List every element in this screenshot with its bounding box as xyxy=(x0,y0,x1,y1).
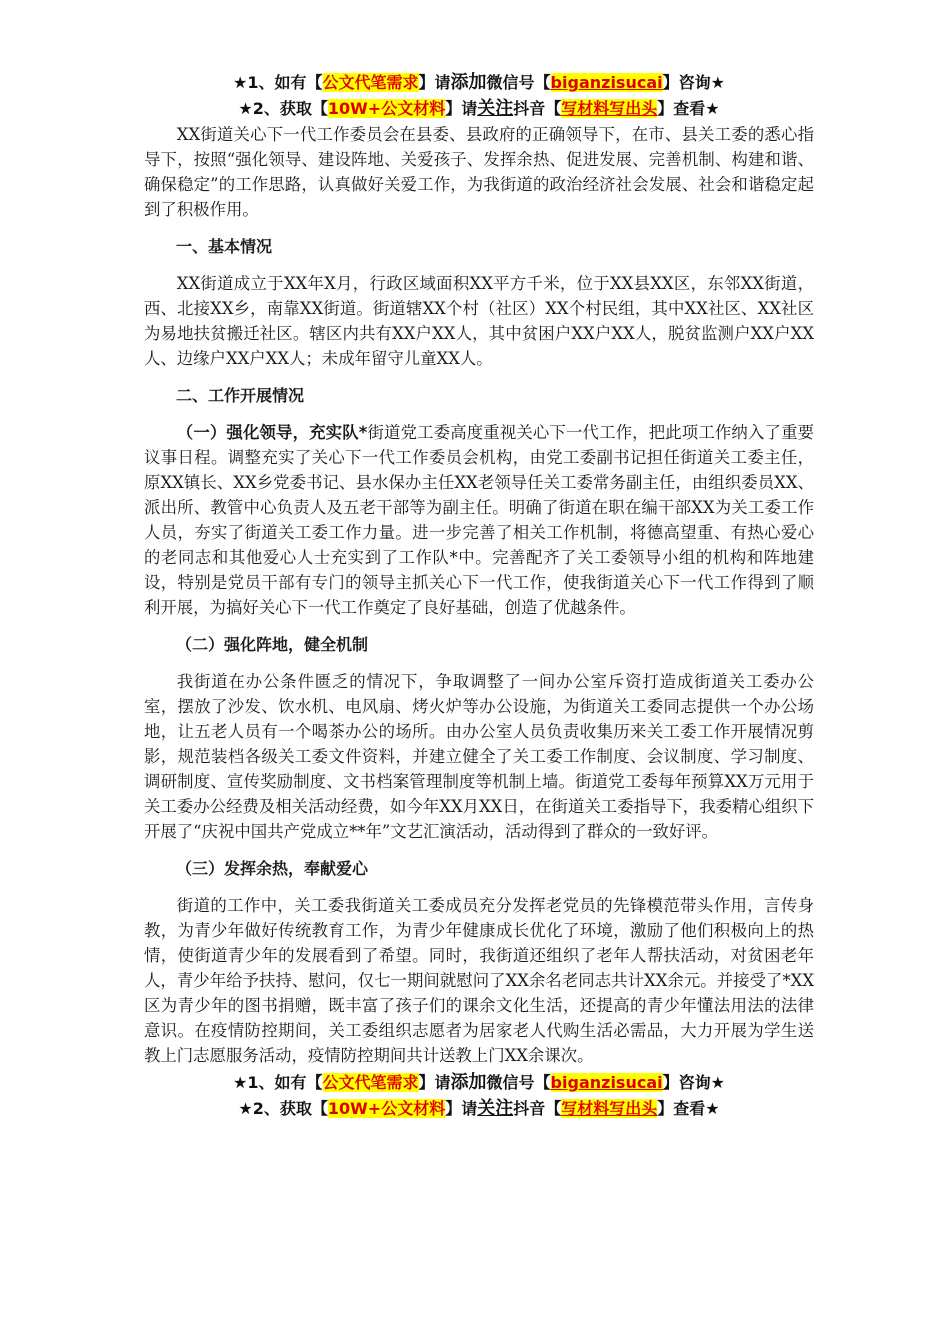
promo-text: 微信号【 xyxy=(486,1073,551,1092)
promo-text: ★1、如有【 xyxy=(233,1073,323,1092)
promo-text: 】请 xyxy=(418,73,451,92)
sub1-body: 街道党工委高度重视关心下一代工作，把此项工作纳入了重要议事日程。调整充实了关心下一代工作委员会机构，由党工委副书记担任街道关工委主任，原XX镇长、XX乡党委书记、县水保办主任XX老领导任关工委常务副主任，由组织委员XX、派出所、教管中心负责人及五老干部等为副主任。明确了街道在职在编干部XX为关工委工作人员，夯实了街道关工委工作力量。进一步完善了相关工作机制，将德高望重、有热心爱心的老同志和其他爱心人士充实到了工作队*中。完善配齐了关工委领导小组的机构和阵地建设，特别是党员干部有专门的领导主抓关心下一代工作，使我街道关心下一代工作得到了顺利开展，为搞好关心下一代工作奠定了良好基础，创造了优越条件。 xyxy=(144,423,814,617)
promo-highlight: 10W+公文材料 xyxy=(327,1099,446,1118)
promo-line-1 xyxy=(144,1070,814,1096)
wechat-id-link[interactable]: biganzisucai xyxy=(550,73,663,92)
intro-paragraph: XX街道关心下一代工作委员会在县委、县政府的正确领导下，在市、县关工委的悉心指导下，按照“强化领导、建设阵地、关爱孩子、发挥余热、促进发展、完善机制、构建和谐、确保稳定”的工作思路，认真做好关爱工作，为我街道的政治经济社会发展、社会和谐稳定起到了积极作用。 xyxy=(144,125,814,219)
sub3-paragraph: 街道的工作中，关工委我街道关工委成员充分发挥老党员的先锋模范带头作用，言传身教，为青少年做好传统教育工作，为青少年健康成长优化了环境，激励了他们积极向上的热情，使街道青少年的发展看到了希望。同时，我街道还组织了老年人帮扶活动，对贫困老年人，青少年给予扶持、慰问，仅七一期间就慰问了XX余名老同志共计XX余元。并接受了*XX区为青少年的图书捐赠，既丰富了孩子们的课余文化生活，还提高的青少年懂法用法的法律意识。在疫情防控期间，关工委组织志愿者为居家老人代购生活必需品，大力开展为学生送教上门志愿服务活动，疫情防控期间共计送教上门XX余课次。 xyxy=(144,896,814,1065)
promo-text: 】请 xyxy=(445,1099,478,1118)
section-heading-basic-info: 一、基本情况 xyxy=(176,237,273,256)
sub1-paragraph xyxy=(144,420,814,620)
promo-banner-bottom xyxy=(144,1070,814,1122)
promo-highlight: 10W+公文材料 xyxy=(327,99,446,118)
sub2-paragraph: 我街道在办公条件匮乏的情况下，争取调整了一间办公室斥资打造成街道关工委办公室，摆放了沙发、饮水机、电风扇、烤火炉等办公设施，为街道关工委同志提供一个办公场地，让五老人员有一个喝茶办公的场所。由办公室人员负责收集历来关工委工作开展情况剪影，规范装档各级关工委文件资料，并建立健全了关工委工作制度、会议制度、学习制度、调研制度、宣传奖励制度、文书档案管理制度等机制上墙。街道党工委每年预算XX万元用于关工委办公经费及相关活动经费，如今年XX月XX日，在街道关工委指导下，我委精心组织下开展了“庆祝中国共产党成立**年”文艺汇演活动，活动得到了群众的一致好评。 xyxy=(144,672,814,841)
promo-text: 】咨询★ xyxy=(662,1073,725,1092)
sub1-title: （一）强化领导，充实队* xyxy=(176,423,368,442)
promo-text: 微信号【 xyxy=(486,73,551,92)
promo-text: ★2、获取【 xyxy=(238,1099,328,1118)
promo-text: ★1、如有【 xyxy=(233,73,323,92)
promo-text: 】请 xyxy=(445,99,478,118)
document-page xyxy=(144,70,814,1122)
sub3-heading: （三）发挥余热，奉献爱心 xyxy=(176,859,369,878)
promo-text: ★2、获取【 xyxy=(238,99,328,118)
promo-highlight: 公文代笔需求 xyxy=(322,1073,419,1092)
promo-text: 抖音【 xyxy=(513,1099,562,1118)
wechat-id-link[interactable]: biganzisucai xyxy=(550,1073,663,1092)
promo-text: 】查看★ xyxy=(657,1099,720,1118)
basic-info-paragraph: XX街道成立于XX年X月，行政区域面积XX平方千米，位于XX县XX区，东邻XX街道，西、北接XX乡，南靠XX街道。街道辖XX个村（社区）XX个村民组，其中XX社区、XX社区为易地扶贫搬迁社区。辖区内共有XX户XX人，其中贫困户XX户XX人，脱贫监测户XX户XX人、边缘户XX户XX人；未成年留守儿童XX人。 xyxy=(144,274,814,368)
promo-emphasis: 添加 xyxy=(450,1072,487,1093)
promo-emphasis: 添加 xyxy=(450,72,487,93)
promo-text: 】请 xyxy=(418,1073,451,1092)
douyin-account-link[interactable]: 写材料写出头 xyxy=(561,1099,658,1118)
promo-line-2 xyxy=(144,96,814,122)
section-heading-work-progress: 二、工作开展情况 xyxy=(176,386,305,405)
sub2-heading: （二）强化阵地，健全机制 xyxy=(176,635,369,654)
douyin-account-link[interactable]: 写材料写出头 xyxy=(561,99,658,118)
promo-highlight: 公文代笔需求 xyxy=(322,73,419,92)
promo-text: 】查看★ xyxy=(657,99,720,118)
promo-banner-top xyxy=(144,70,814,122)
promo-text: 】咨询★ xyxy=(662,73,725,92)
promo-emphasis: 关注 xyxy=(477,98,514,119)
promo-line-1 xyxy=(144,70,814,96)
promo-emphasis: 关注 xyxy=(477,1098,514,1119)
promo-line-2 xyxy=(144,1096,814,1122)
promo-text: 抖音【 xyxy=(513,99,562,118)
